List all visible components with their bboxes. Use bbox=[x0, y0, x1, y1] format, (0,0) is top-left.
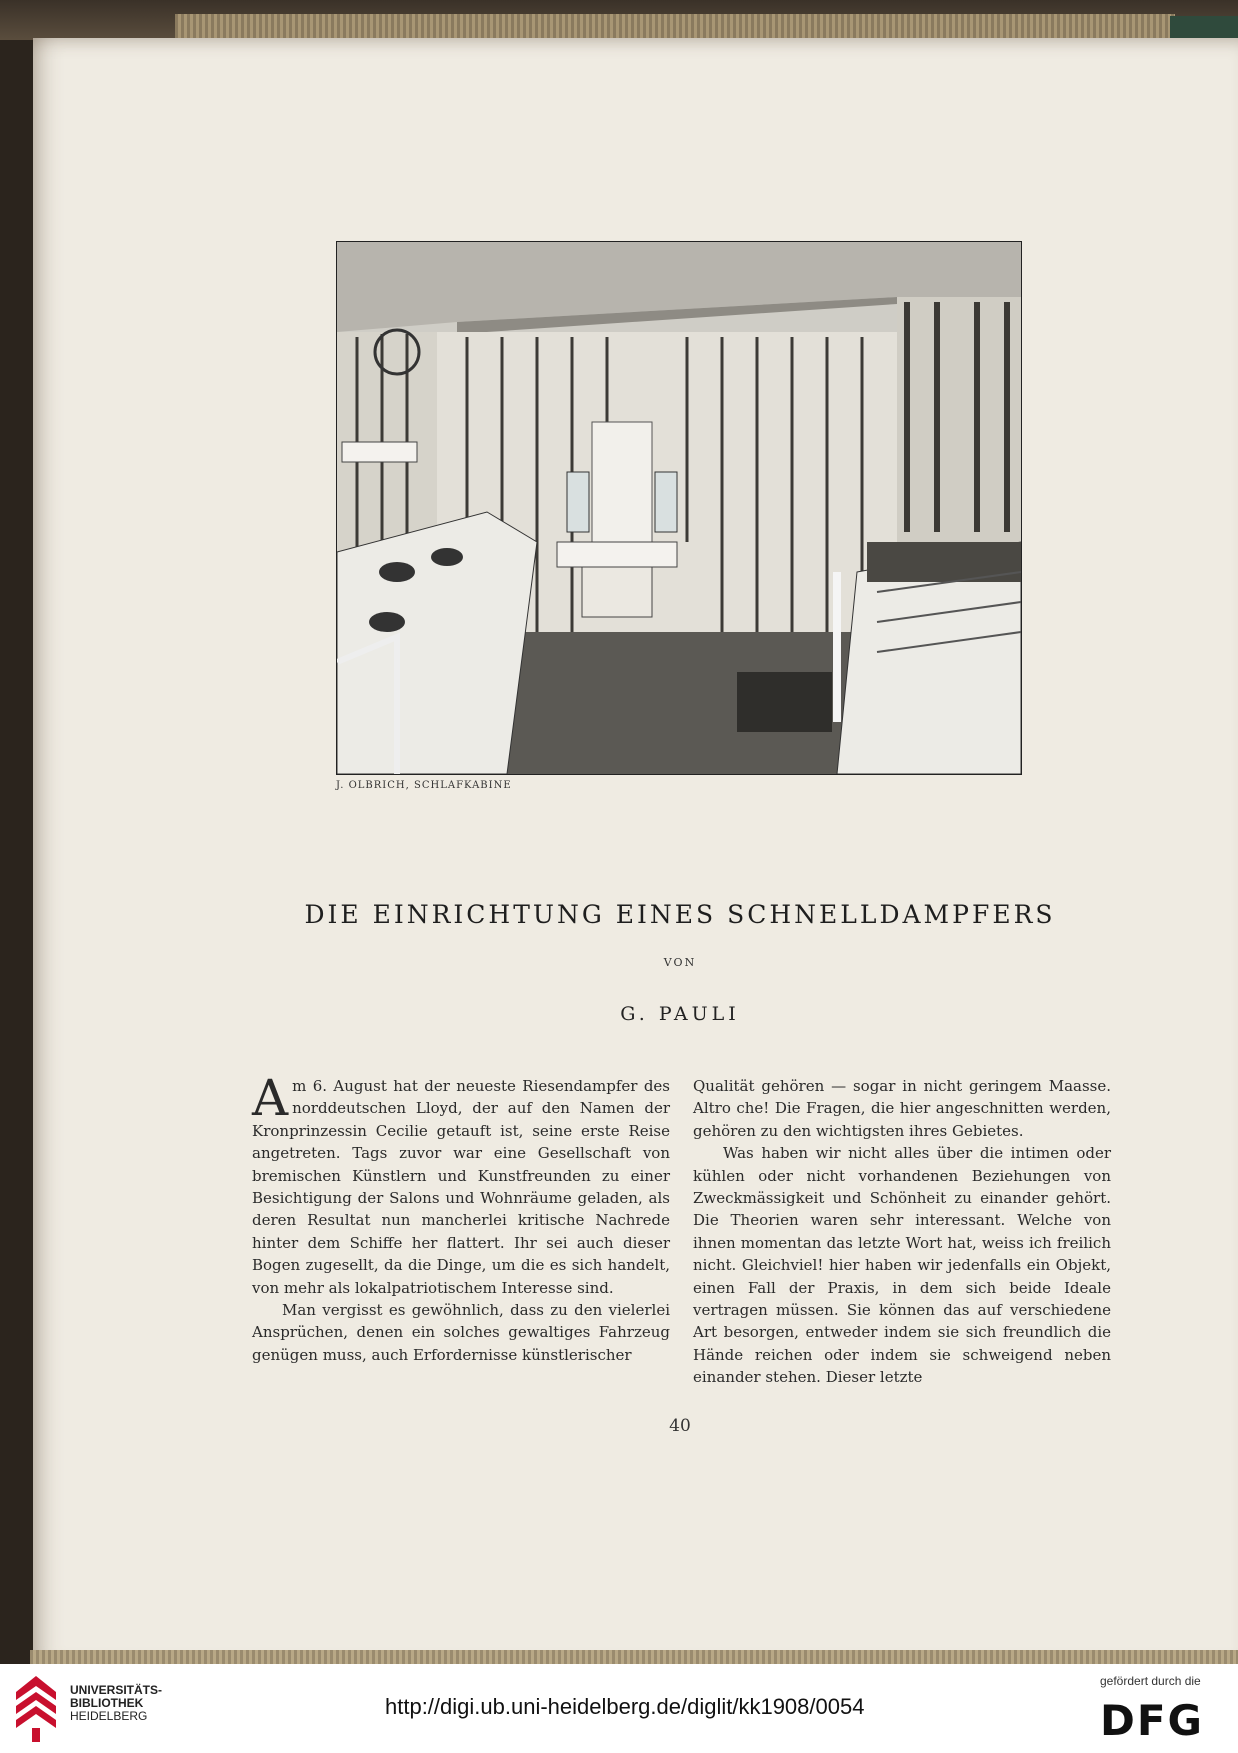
library-name: UNIVERSITÄTS- BIBLIOTHEK HEIDELBERG bbox=[70, 1683, 163, 1723]
byline-von: VON bbox=[663, 956, 697, 969]
digitization-footer bbox=[0, 1664, 1238, 1753]
article-author: G. PAULI bbox=[620, 1003, 740, 1025]
left-paragraph-1: m 6. August hat der neueste Riesendampfer des norddeutschen Lloyd, der auf den Namen der Kronprinzessin Cecilie getauft ist, seine erste Reise angetreten. Tags zuvor war eine Gesellschaft von bremischen Künstlern und Kunstfreunden zu einer Besichtigung der Salons und Wohnräume geladen, als deren Resultat nun mancherlei kritische Nachrede hinter dem Schiffe her flattert. Ihr sei auch dieser Bogen zugesellt, da die Dinge, um die es sich handelt, von mehr als lokalpatriotischem Interesse sind. bbox=[252, 1077, 670, 1297]
article-title: DIE EINRICHTUNG EINES SCHNELLDAMPFERS bbox=[304, 900, 1056, 929]
photo-caption: J. OLBRICH, SCHLAFKABINE bbox=[336, 780, 512, 791]
left-paragraph-2: Man vergisst es gewöhnlich, dass zu den vielerlei Ansprüchen, denen ein solches gewaltiges Fahrzeug genügen muss, auch Erfordernisse künstlerischer bbox=[252, 1301, 670, 1364]
page-bottom-edge bbox=[30, 1650, 1238, 1664]
drop-cap: A bbox=[252, 1069, 289, 1127]
dfg-logo: DFG bbox=[1100, 1696, 1205, 1745]
text-column-right bbox=[693, 1075, 1111, 1389]
page-number: 40 bbox=[669, 1416, 691, 1436]
book-page bbox=[33, 38, 1238, 1660]
cabin-photograph bbox=[336, 241, 1022, 775]
funding-note: gefördert durch die bbox=[1100, 1674, 1201, 1688]
right-paragraph-1: Qualität gehören — sogar in nicht geringem Maasse. Altro che! Die Fragen, die hier angeschnitten werden, gehören zu den wichtigsten ihres Gebietes. bbox=[693, 1077, 1111, 1140]
university-library-logo-icon bbox=[10, 1672, 62, 1748]
text-column-left bbox=[252, 1069, 670, 1366]
permalink-url[interactable]: http://digi.ub.uni-heidelberg.de/diglit/kk1908/0054 bbox=[385, 1694, 865, 1719]
right-paragraph-2: Was haben wir nicht alles über die intimen oder kühlen oder nicht vorhandenen Beziehungen von Zweckmässigkeit und Schönheit zu einander gehört. Die Theorien waren sehr interessant. Welche von ihnen momentan das letzte Wort hat, weiss ich freilich nicht. Gleichviel! hier haben wir jedenfalls ein Objekt, einen Fall der Praxis, in dem sich beide Ideale vertragen müssen. Sie können das auf verschiedene Art besorgen, entweder indem sie sich freundlich die Hände reichen oder indem sie schweigend neben einander stehen. Dieser letzte bbox=[693, 1144, 1111, 1387]
